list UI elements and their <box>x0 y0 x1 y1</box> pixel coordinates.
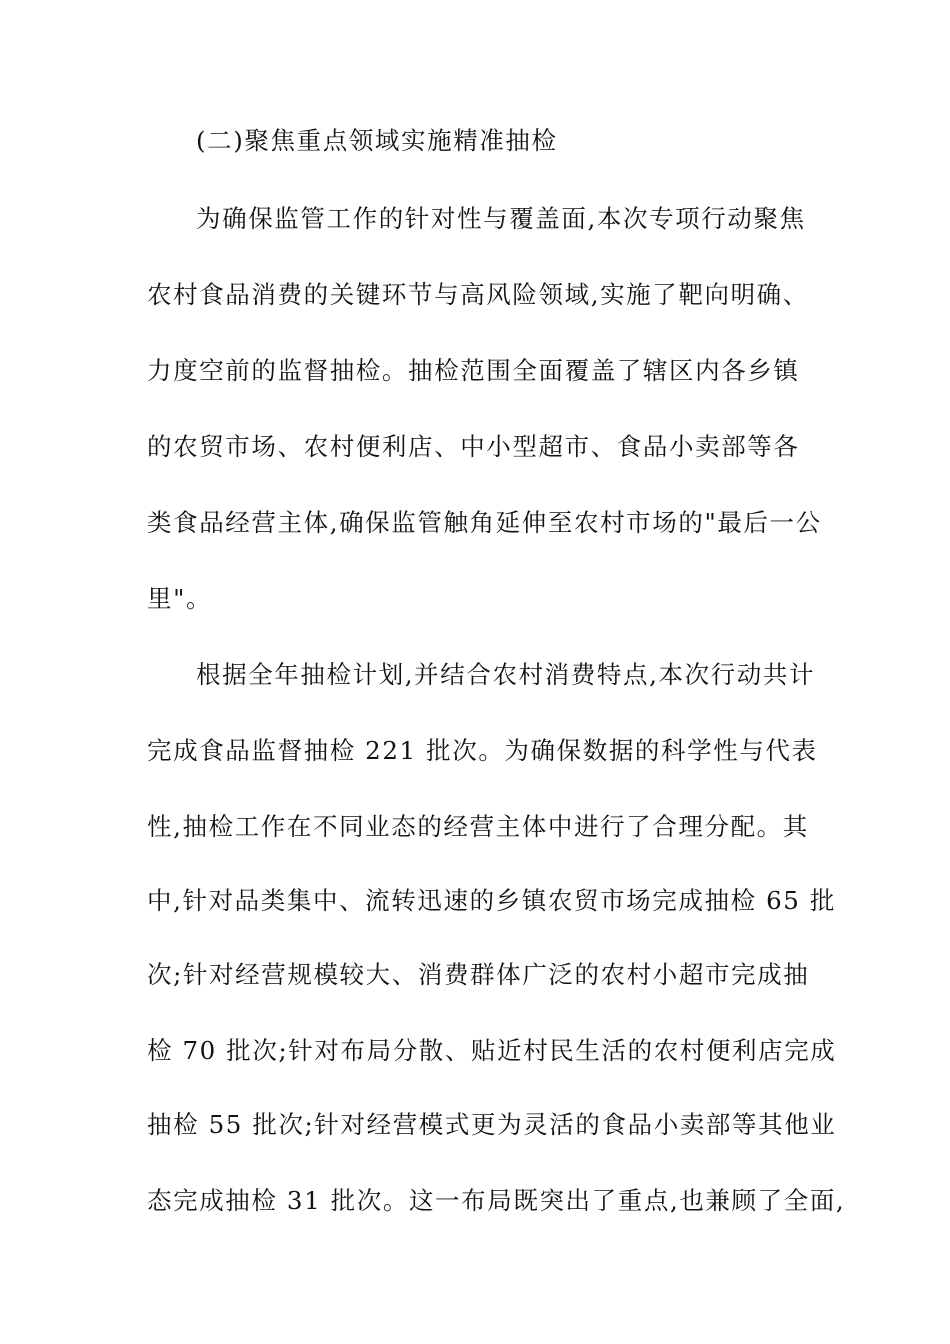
paragraph-line: 农村食品消费的关键环节与高风险领域,实施了靶向明确、 <box>147 280 809 309</box>
paragraph-line: 检 70 批次;针对布局分散、贴近村民生活的农村便利店完成 <box>147 1036 837 1065</box>
paragraph-line: 力度空前的监督抽检。抽检范围全面覆盖了辖区内各乡镇 <box>147 356 800 385</box>
paragraph-line: 次;针对经营规模较大、消费群体广泛的农村小超市完成抽 <box>147 960 810 989</box>
paragraph-line: 完成食品监督抽检 221 批次。为确保数据的科学性与代表 <box>147 736 818 765</box>
section-heading: (二)聚焦重点领域实施精准抽检 <box>196 126 558 155</box>
paragraph-line: 里"。 <box>147 584 213 613</box>
paragraph-line: 态完成抽检 31 批次。这一布局既突出了重点,也兼顾了全面, <box>147 1186 846 1215</box>
paragraph-line: 中,针对品类集中、流转迅速的乡镇农贸市场完成抽检 65 批 <box>147 886 836 915</box>
paragraph-line: 抽检 55 批次;针对经营模式更为灵活的食品小卖部等其他业 <box>147 1110 837 1139</box>
paragraph-line: 根据全年抽检计划,并结合农村消费特点,本次行动共计 <box>196 660 816 689</box>
paragraph-line: 类食品经营主体,确保监管触角延伸至农村市场的"最后一公 <box>147 508 822 537</box>
paragraph-line: 的农贸市场、农村便利店、中小型超市、食品小卖部等各 <box>147 432 800 461</box>
paragraph-line: 性,抽检工作在不同业态的经营主体中进行了合理分配。其 <box>147 812 809 841</box>
paragraph-line: 为确保监管工作的针对性与覆盖面,本次专项行动聚焦 <box>196 204 806 233</box>
